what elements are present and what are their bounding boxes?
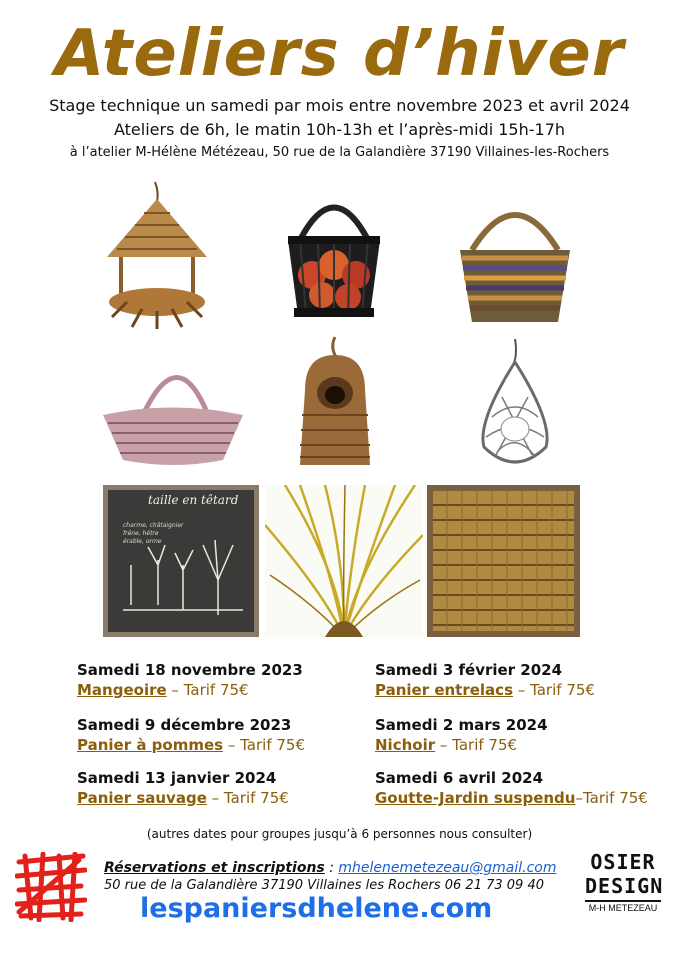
workshop-separator: – — [206, 789, 224, 807]
chalkboard-title: taille en têtard — [148, 493, 239, 507]
svg-text:frêne, hêtre: frêne, hêtre — [123, 530, 159, 537]
reservations-label: Réservations et inscriptions — [104, 860, 325, 876]
workshop-price: Tarif 75€ — [582, 789, 648, 807]
group-note: (autres dates pour groupes jusqu’à 6 personnes nous consulter) — [146, 827, 533, 841]
logo-word-design: DESIGN — [585, 874, 664, 898]
workshop-item — [77, 660, 303, 700]
workshop-name-link[interactable]: Panier à pommes — [77, 736, 224, 754]
reservations-line — [104, 860, 557, 876]
workshop-item — [77, 715, 305, 755]
workshop-item — [77, 768, 289, 808]
workshop-name-link[interactable]: Goutte-Jardin suspendu — [375, 789, 576, 807]
workshop-item — [375, 660, 595, 700]
workshop-name-link[interactable]: Panier entrelacs — [375, 681, 514, 699]
workshop-item — [375, 715, 548, 755]
logo-subtitle: M-H METEZEAU — [588, 903, 658, 913]
contact-address: 50 rue de la Galandière 37190 Villaines les Rochers 06 21 73 09 40 — [104, 878, 544, 893]
workshop-price: Tarif 75€ — [223, 789, 289, 807]
workshop-name-link[interactable]: Panier sauvage — [77, 789, 207, 807]
workshop-separator: – — [435, 736, 453, 754]
osier-design-logo — [585, 850, 664, 914]
workshop-date: Samedi 2 mars 2024 — [375, 716, 548, 734]
photo-apple-basket — [270, 180, 398, 328]
photo-willow-branches — [265, 485, 423, 637]
workshop-separator: – — [575, 789, 583, 807]
workshop-item — [375, 768, 648, 808]
subtitle-address: à l’atelier M-Hélène Métézeau, 50 rue de la Galandière 37190 Villaines-les-Rochers — [69, 145, 610, 160]
workshop-separator: – — [223, 736, 241, 754]
email-link[interactable]: mhelenemetezeau@gmail.com — [338, 860, 557, 876]
workshop-price: Tarif 75€ — [183, 681, 249, 699]
reservations-colon: : — [324, 860, 339, 876]
website-link[interactable]: lespaniersdhelene.com — [140, 893, 493, 924]
workshop-date: Samedi 6 avril 2024 — [375, 769, 544, 787]
workshop-price: Tarif 75€ — [240, 736, 306, 754]
photo-chalkboard — [103, 485, 259, 637]
logo-word-osier: OSIER — [590, 850, 656, 874]
workshop-price: Tarif 75€ — [452, 736, 518, 754]
photo-woven-mat — [427, 485, 580, 637]
photo-nest-box — [290, 335, 380, 475]
workshop-date: Samedi 3 février 2024 — [375, 661, 563, 679]
workshop-separator: – — [513, 681, 531, 699]
subtitle-hours: Ateliers de 6h, le matin 10h-13h et l’après-midi 15h-17h — [113, 120, 566, 139]
subtitle-dates: Stage technique un samedi par mois entre novembre 2023 et avril 2024 — [49, 96, 630, 115]
photo-striped-basket — [450, 190, 580, 330]
workshop-price: Tarif 75€ — [530, 681, 595, 699]
workshop-name-link[interactable]: Nichoir — [375, 736, 436, 754]
red-weave-logo — [15, 852, 87, 922]
workshop-separator: – — [166, 681, 184, 699]
workshop-name-link[interactable]: Mangeoire — [77, 681, 167, 699]
svg-text:charme, châtaignier: charme, châtaignier — [123, 522, 184, 529]
page-title: Ateliers d’hiver — [54, 17, 625, 91]
photo-bird-feeder — [97, 177, 217, 337]
workshop-date: Samedi 13 janvier 2024 — [77, 769, 277, 787]
workshop-date: Samedi 9 décembre 2023 — [77, 716, 292, 734]
photo-hanging-drop — [472, 337, 558, 475]
photo-wild-basket — [98, 345, 248, 470]
workshop-date: Samedi 18 novembre 2023 — [77, 661, 303, 679]
svg-text:érable, orme: érable, orme — [123, 538, 162, 545]
